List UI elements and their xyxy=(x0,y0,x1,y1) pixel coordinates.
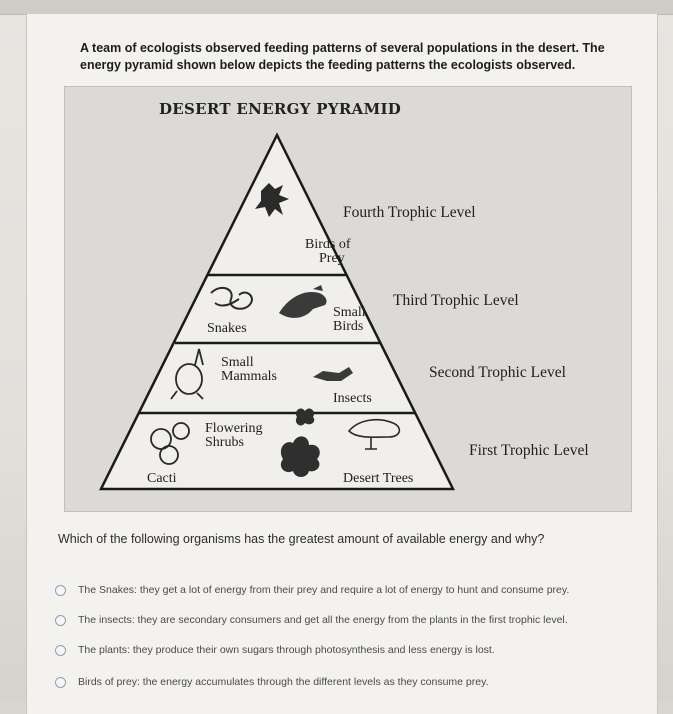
small-mammals-label-line1: Small xyxy=(221,355,254,370)
fourth-trophic-level-label: Fourth Trophic Level xyxy=(343,204,476,221)
small-mammals-label-line2: Mammals xyxy=(221,369,277,384)
choice-insects[interactable] xyxy=(55,611,568,629)
choice-text: The insects: they are secondary consumers and get all the energy from the plants in the first trophic level. xyxy=(78,614,568,626)
flowering-shrubs-label-line2: Shrubs xyxy=(205,435,244,450)
first-trophic-level-label: First Trophic Level xyxy=(469,442,589,459)
question-text: Which of the following organisms has the greatest amount of available energy and why? xyxy=(58,532,545,546)
choice-text: Birds of prey: the energy accumulates through the different levels as they consume prey. xyxy=(78,676,489,688)
choice-snakes[interactable] xyxy=(55,581,569,599)
browser-top-edge xyxy=(0,0,673,15)
radio-button[interactable] xyxy=(55,615,66,626)
radio-button[interactable] xyxy=(55,645,66,656)
insects-label: Insects xyxy=(333,391,372,406)
second-trophic-level-label: Second Trophic Level xyxy=(429,364,566,381)
snakes-label: Snakes xyxy=(207,321,247,336)
choice-text: The Snakes: they get a lot of energy from their prey and require a lot of energy to hunt and consume prey. xyxy=(78,584,570,596)
choice-plants[interactable] xyxy=(55,641,495,659)
radio-button[interactable] xyxy=(55,677,66,688)
small-birds-label-line1: Small xyxy=(333,305,366,320)
birds-of-prey-label-line1: Birds of xyxy=(305,237,351,252)
figure-title: DESERT ENERGY PYRAMID xyxy=(159,100,402,118)
radio-button[interactable] xyxy=(55,585,66,596)
choice-text: The plants: they produce their own sugars through photosynthesis and less energy is lost. xyxy=(78,644,495,656)
third-trophic-level-label: Third Trophic Level xyxy=(393,292,519,309)
choice-birds-of-prey[interactable] xyxy=(55,673,489,691)
question-intro: A team of ecologists observed feeding patterns of several populations in the desert. The energy pyramid shown below depicts the feeding patterns the ecologists observed. xyxy=(80,41,605,72)
energy-pyramid-figure xyxy=(64,86,632,512)
flowering-shrubs-label-line1: Flowering xyxy=(205,421,263,436)
cacti-label: Cacti xyxy=(147,471,177,486)
small-birds-label-line2: Birds xyxy=(333,319,364,334)
desert-trees-label: Desert Trees xyxy=(343,471,414,486)
birds-of-prey-label-line2: Prey xyxy=(319,251,345,266)
